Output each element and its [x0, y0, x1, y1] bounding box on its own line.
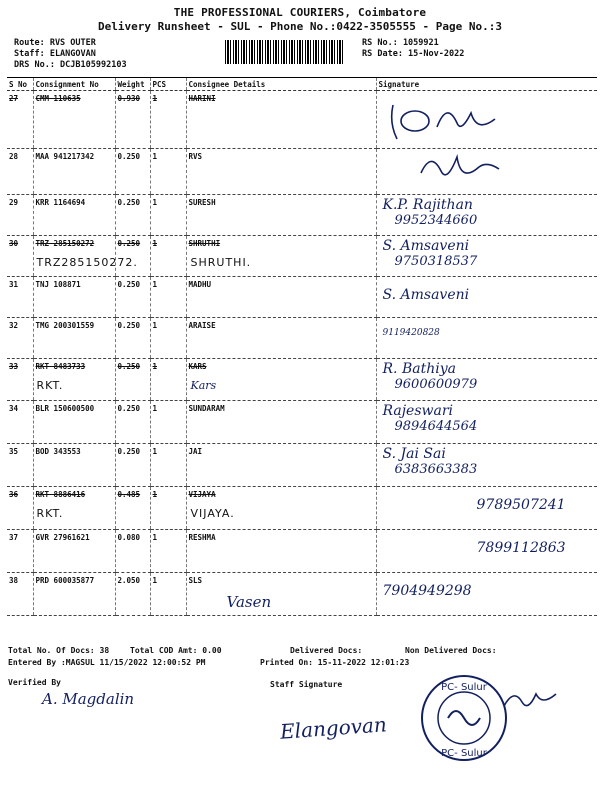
row-sno — [7, 401, 33, 444]
row-pcs — [150, 401, 186, 444]
handwritten-consignment-note: TRZ285150272. — [36, 256, 138, 269]
row-consignment-no — [33, 195, 115, 236]
row-consignee-text: RVS — [188, 152, 203, 161]
table-row — [7, 573, 597, 616]
recipient-signature: R. Bathiya — [382, 361, 456, 377]
entered-by: Entered By :MAGSUL 11/15/2022 12:00:52 PM — [8, 658, 206, 667]
row-consignee-text: SUNDARAM — [188, 404, 225, 413]
row-weight-text: 0.250 — [117, 321, 141, 330]
row-sno-text: 38 — [9, 576, 19, 585]
row-sno-text: 27 — [9, 94, 19, 103]
route-label: Route: RVS OUTER — [14, 38, 96, 48]
recipient-phone: 6383663383 — [394, 462, 478, 477]
signature-scribble — [387, 97, 507, 141]
rs-number: RS No.: 1059921 — [362, 38, 439, 48]
table-row — [7, 530, 597, 573]
row-weight-text: 0.250 — [117, 198, 141, 207]
row-signature-cell — [376, 359, 597, 401]
stamp-scribble — [500, 684, 560, 714]
row-sno-text: 33 — [9, 362, 19, 371]
row-sno-text: 36 — [9, 490, 19, 499]
row-consignee-text: SURESH — [188, 198, 216, 207]
staff-handwritten-signature: Elangovan — [279, 712, 388, 744]
row-weight-text: 0.250 — [117, 447, 141, 456]
row-weight-text: 0.250 — [117, 404, 141, 413]
row-sno — [7, 195, 33, 236]
table-row — [7, 401, 597, 444]
row-consignee-text: RESHMA — [188, 533, 216, 542]
table-row — [7, 91, 597, 149]
row-signature-cell — [376, 318, 597, 359]
recipient-phone: 9894644564 — [394, 419, 478, 434]
row-weight — [115, 444, 150, 487]
col-signature: Signature — [376, 78, 597, 91]
row-weight — [115, 277, 150, 318]
col-sno: S No — [7, 78, 33, 91]
row-signature-cell — [376, 573, 597, 616]
row-signature-cell — [376, 444, 597, 487]
row-consignment-no-text: BLR 150600500 — [35, 404, 95, 413]
row-sno-text: 35 — [9, 447, 19, 456]
recipient-phone: 9952344660 — [394, 213, 478, 228]
row-pcs — [150, 277, 186, 318]
row-weight — [115, 318, 150, 359]
staff-label: Staff: ELANGOVAN — [14, 49, 96, 59]
row-consignment-no-text: RKT 8483733 — [35, 362, 86, 371]
row-pcs-text: 1 — [152, 152, 158, 161]
row-consignee-text: SLS — [188, 576, 203, 585]
table-header — [7, 78, 597, 91]
row-sno-text: 31 — [9, 280, 19, 289]
row-weight — [115, 236, 150, 277]
row-sno — [7, 573, 33, 616]
row-sno — [7, 487, 33, 530]
row-weight — [115, 530, 150, 573]
row-pcs — [150, 487, 186, 530]
drs-number: DRS No.: DCJB105992103 — [14, 60, 127, 70]
row-consignment-no — [33, 530, 115, 573]
row-consignment-no-text: MAA 941217342 — [35, 152, 95, 161]
row-consignment-no — [33, 277, 115, 318]
verifier-signature: A. Magdalin — [42, 690, 135, 708]
row-weight-text: 0.250 — [117, 152, 141, 161]
row-pcs-text: 1 — [152, 490, 158, 499]
recipient-signature: 7899112863 — [476, 540, 566, 556]
row-pcs-text: 1 — [152, 280, 158, 289]
row-consignee — [186, 318, 376, 359]
row-pcs — [150, 91, 186, 149]
recipient-signature: S. Amsaveni — [382, 287, 470, 303]
row-pcs-text: 1 — [152, 447, 158, 456]
row-weight — [115, 359, 150, 401]
stamp-top-text: PC- Sulur — [441, 682, 487, 693]
row-pcs — [150, 444, 186, 487]
row-consignment-no — [33, 149, 115, 195]
handwritten-consignee-note: Vasen — [226, 593, 272, 611]
recipient-phone: 9750318537 — [394, 254, 478, 269]
rs-date: RS Date: 15-Nov-2022 — [362, 49, 465, 59]
row-pcs — [150, 359, 186, 401]
row-pcs-text: 1 — [152, 198, 158, 207]
row-pcs-text: 1 — [152, 576, 158, 585]
recipient-signature: 9119420828 — [382, 328, 440, 338]
row-weight-text: 0.930 — [117, 94, 141, 103]
runsheet-title: THE PROFESSIONAL COURIERS, Coimbatore — [173, 6, 427, 19]
row-consignee — [186, 487, 376, 530]
table-row — [7, 359, 597, 401]
col-consignment: Consignment No — [33, 78, 115, 91]
row-consignment-no-text: TMG 200301559 — [35, 321, 95, 330]
row-pcs-text: 1 — [152, 362, 158, 371]
row-sno — [7, 530, 33, 573]
row-sno — [7, 149, 33, 195]
row-weight — [115, 149, 150, 195]
table-row — [7, 236, 597, 277]
row-consignee — [186, 149, 376, 195]
verified-by-label: Verified By — [8, 678, 61, 687]
printed-on: Printed On: 15-11-2022 12:01:23 — [260, 658, 410, 667]
table-row — [7, 277, 597, 318]
col-weight: Weight — [115, 78, 150, 91]
delivered-docs: Delivered Docs: — [290, 646, 363, 655]
runsheet-subtitle: Delivery Runsheet - SUL - Phone No.:0422-3505555 - Page No.:3 — [98, 20, 502, 33]
row-consignee-text: SHRUTHI — [188, 239, 221, 248]
recipient-signature: Rajeswari — [382, 403, 454, 419]
row-consignee-text: HARINI — [188, 94, 216, 103]
row-signature-cell — [376, 277, 597, 318]
row-consignment-no-text: TRZ 285150272 — [35, 239, 95, 248]
recipient-phone: 9600600979 — [394, 377, 478, 392]
row-pcs — [150, 236, 186, 277]
table-row — [7, 487, 597, 530]
row-signature-cell — [376, 487, 597, 530]
row-consignee — [186, 91, 376, 149]
row-consignee — [186, 359, 376, 401]
runsheet-table — [7, 77, 597, 616]
row-consignee — [186, 401, 376, 444]
stamp-bottom-text: PC- Sulur — [441, 748, 487, 759]
row-sno — [7, 318, 33, 359]
row-consignment-no-text: BOD 343553 — [35, 447, 81, 456]
row-sno-text: 29 — [9, 198, 19, 207]
row-consignment-no-text: CMM 110635 — [35, 94, 81, 103]
row-sno — [7, 91, 33, 149]
row-pcs-text: 1 — [152, 239, 158, 248]
row-consignee-text: ARAISE — [188, 321, 216, 330]
table-row — [7, 444, 597, 487]
row-pcs — [150, 318, 186, 359]
barcode — [225, 40, 345, 64]
row-consignment-no — [33, 318, 115, 359]
row-sno — [7, 277, 33, 318]
row-signature-cell — [376, 91, 597, 149]
row-sno-text: 34 — [9, 404, 19, 413]
row-consignment-no — [33, 573, 115, 616]
row-sno — [7, 444, 33, 487]
col-consignee: Consignee Details — [186, 78, 376, 91]
row-consignee — [186, 195, 376, 236]
non-delivered-docs: Non Delivered Docs: — [405, 646, 497, 655]
row-pcs — [150, 530, 186, 573]
row-sno-text: 30 — [9, 239, 19, 248]
row-weight-text: 0.080 — [117, 533, 141, 542]
table-row — [7, 149, 597, 195]
row-signature-cell — [376, 530, 597, 573]
handwritten-consignee-note: VIJAYA. — [190, 507, 235, 520]
recipient-signature: S. Amsaveni — [382, 238, 470, 254]
handwritten-consignment-note: RKT. — [36, 379, 64, 392]
row-pcs-text: 1 — [152, 94, 158, 103]
row-weight — [115, 573, 150, 616]
handwritten-consignment-note: RKT. — [36, 507, 64, 520]
row-pcs-text: 1 — [152, 321, 158, 330]
signature-scribble — [417, 149, 507, 185]
row-consignment-no — [33, 444, 115, 487]
row-weight-text: 2.050 — [117, 576, 141, 585]
row-weight — [115, 401, 150, 444]
recipient-signature: K.P. Rajithan — [382, 197, 473, 213]
row-signature-cell — [376, 195, 597, 236]
row-consignment-no — [33, 359, 115, 401]
recipient-signature: 9789507241 — [476, 497, 566, 513]
recipient-signature: S. Jai Sai — [382, 446, 446, 462]
row-consignment-no — [33, 401, 115, 444]
row-signature-cell — [376, 149, 597, 195]
row-weight-text: 0.250 — [117, 239, 141, 248]
row-consignment-no — [33, 91, 115, 149]
row-pcs-text: 1 — [152, 404, 158, 413]
row-consignee-text: MADHU — [188, 280, 212, 289]
staff-signature-label: Staff Signature — [270, 680, 343, 689]
row-signature-cell — [376, 401, 597, 444]
row-pcs-text: 1 — [152, 533, 158, 542]
office-stamp — [418, 672, 510, 764]
row-consignee-text: VIJAYA — [188, 490, 216, 499]
row-sno-text: 32 — [9, 321, 19, 330]
row-consignment-no-text: TNJ 108871 — [35, 280, 81, 289]
total-docs: Total No. Of Docs: 38 — [8, 646, 110, 655]
row-weight-text: 0.250 — [117, 280, 141, 289]
handwritten-consignee-note: Kars — [190, 379, 217, 392]
row-sno-text: 37 — [9, 533, 19, 542]
row-consignee — [186, 530, 376, 573]
row-pcs — [150, 573, 186, 616]
row-weight — [115, 195, 150, 236]
row-consignee — [186, 277, 376, 318]
row-consignee-text: KARS — [188, 362, 207, 371]
handwritten-consignee-note: SHRUTHI. — [190, 256, 252, 269]
row-weight-text: 0.250 — [117, 362, 141, 371]
row-consignee — [186, 573, 376, 616]
row-pcs — [150, 149, 186, 195]
row-sno — [7, 359, 33, 401]
row-weight-text: 0.485 — [117, 490, 141, 499]
row-signature-cell — [376, 236, 597, 277]
row-weight — [115, 91, 150, 149]
total-cod: Total COD Amt: 0.00 — [130, 646, 222, 655]
table-row — [7, 195, 597, 236]
recipient-signature: 7904949298 — [382, 583, 472, 599]
row-consignee-text: JAI — [188, 447, 203, 456]
col-pcs: PCS — [150, 78, 186, 91]
table-row — [7, 318, 597, 359]
row-consignment-no-text: KRR 1164694 — [35, 198, 86, 207]
row-consignment-no-text: PRD 600035877 — [35, 576, 95, 585]
row-sno — [7, 236, 33, 277]
row-pcs — [150, 195, 186, 236]
row-consignment-no-text: RKT 8886416 — [35, 490, 86, 499]
row-sno-text: 28 — [9, 152, 19, 161]
row-consignment-no-text: GVR 27961621 — [35, 533, 90, 542]
row-consignee — [186, 236, 376, 277]
row-weight — [115, 487, 150, 530]
row-consignee — [186, 444, 376, 487]
row-consignment-no — [33, 487, 115, 530]
